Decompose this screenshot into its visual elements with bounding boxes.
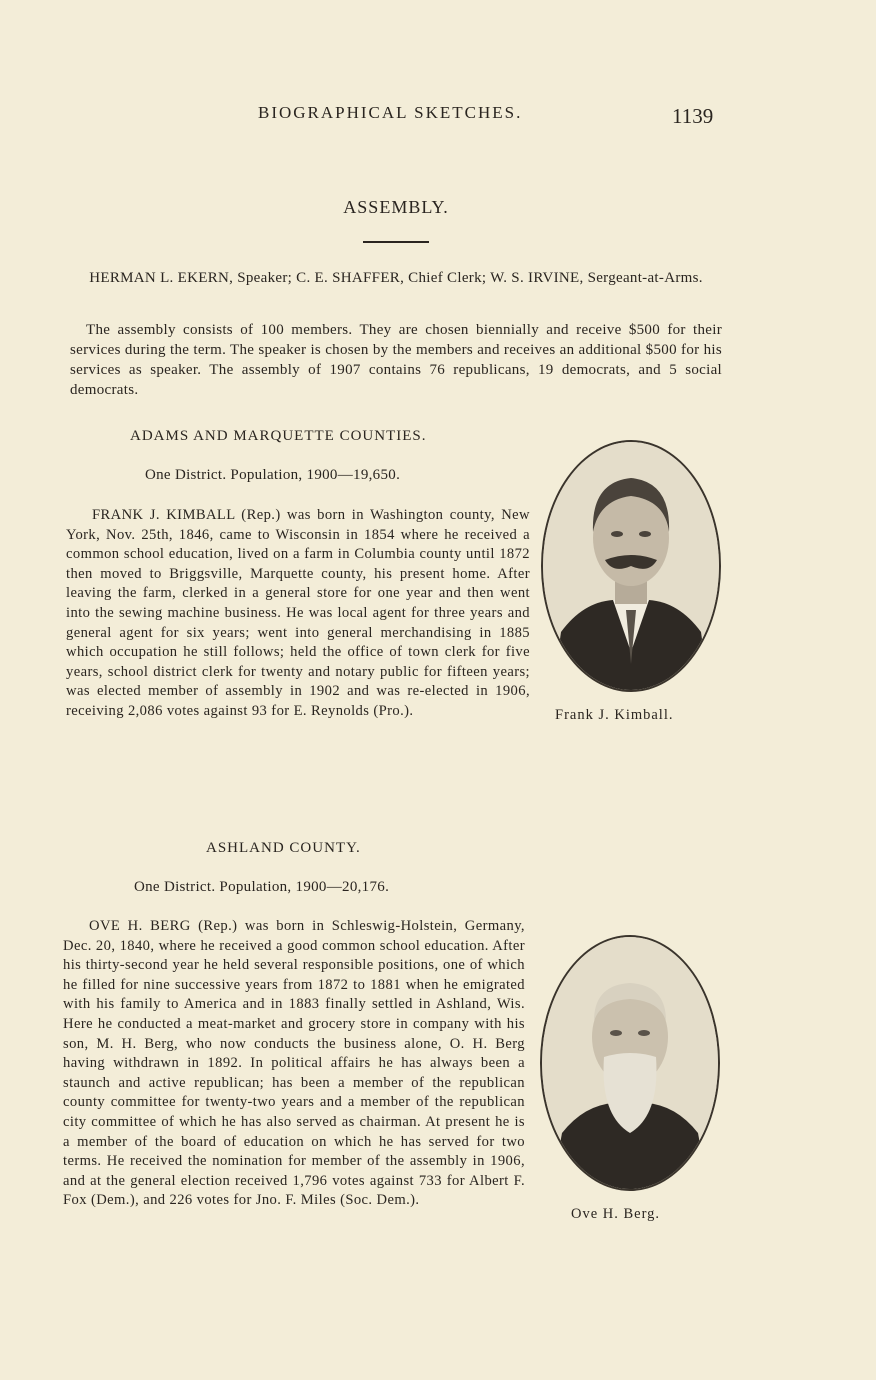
county-heading-ashland: ASHLAND COUNTY. xyxy=(206,840,361,856)
portrait-kimball-image xyxy=(541,440,721,692)
county-heading-adams-marquette: ADAMS AND MARQUETTE COUNTIES. xyxy=(130,428,427,444)
page-number: 1139 xyxy=(672,104,714,128)
officers-line: HERMAN L. EKERN, Speaker; C. E. SHAFFER, Chief Clerk; W. S. IRVINE, Sergeant-at-Arms. xyxy=(89,270,703,286)
district-line-adams-marquette: One District. Population, 1900—19,650. xyxy=(145,467,401,483)
bio-kimball: FRANK J. KIMBALL (Rep.) was born in Washington county, New York, Nov. 25th, 1846, came to Wisconsin in 1854 where he received a common school education, lived on a farm in Columbia county until 1872 then moved to Briggsville, Marquette county, his present home. After leaving the farm, clerked in a general store for one year and then went into the sewing machine business. He was local agent for three years and general agent for six years; went into general merchandising in 1885 which occupation he still follows; held the office of town clerk for five years, school district clerk for twenty and notary public for fifteen years; was elected member of assembly in 1902 and was re-elected in 1906, receiving 2,086 votes against 93 for E. Reynolds (Pro.). xyxy=(66,507,530,719)
caption-berg: Ove H. Berg. xyxy=(571,1206,661,1222)
caption-kimball: Frank J. Kimball. xyxy=(555,707,674,723)
district-line-ashland: One District. Population, 1900—20,176. xyxy=(134,879,390,895)
intro-paragraph: The assembly consists of 100 members. They are chosen biennially and receive $500 for their services during the term. The speaker is chosen by the members and receives an additional $500 for his services as speaker. The assembly of 1907 contains 76 republicans, 19 democrats, and 5 social democrats. xyxy=(70,322,722,398)
bio-berg: OVE H. BERG (Rep.) was born in Schleswig-Holstein, Germany, Dec. 20, 1840, where he received a good common school education. After his thirty-second year he held several responsible positions, one of which he filled for nine successive years from 1872 to 1881 when he emigrated with his family to America and in 1883 finally settled in Ashland, Wis. Here he conducted a meat-market and grocery store in company with his son, M. H. Berg, who now conducts the business alone, O. H. Berg having withdrawn in 1892. In political affairs he has always been a staunch and active republican; has been a member of the republican county committee for twenty-two years and a member of the republican city committee of which he has also served as chairman. At present he is a member of the board of education on which he has served for two terms. He received the nomination for member of the assembly in 1906, and at the general election received 1,796 votes against 733 for Albert F. Fox (Dem.), and 226 votes for Jno. F. Miles (Soc. Dem.). xyxy=(63,918,525,1209)
running-title: BIOGRAPHICAL SKETCHES. xyxy=(258,103,523,122)
section-title: ASSEMBLY. xyxy=(343,197,449,217)
divider-rule xyxy=(363,241,429,243)
portrait-berg-image xyxy=(540,935,720,1191)
